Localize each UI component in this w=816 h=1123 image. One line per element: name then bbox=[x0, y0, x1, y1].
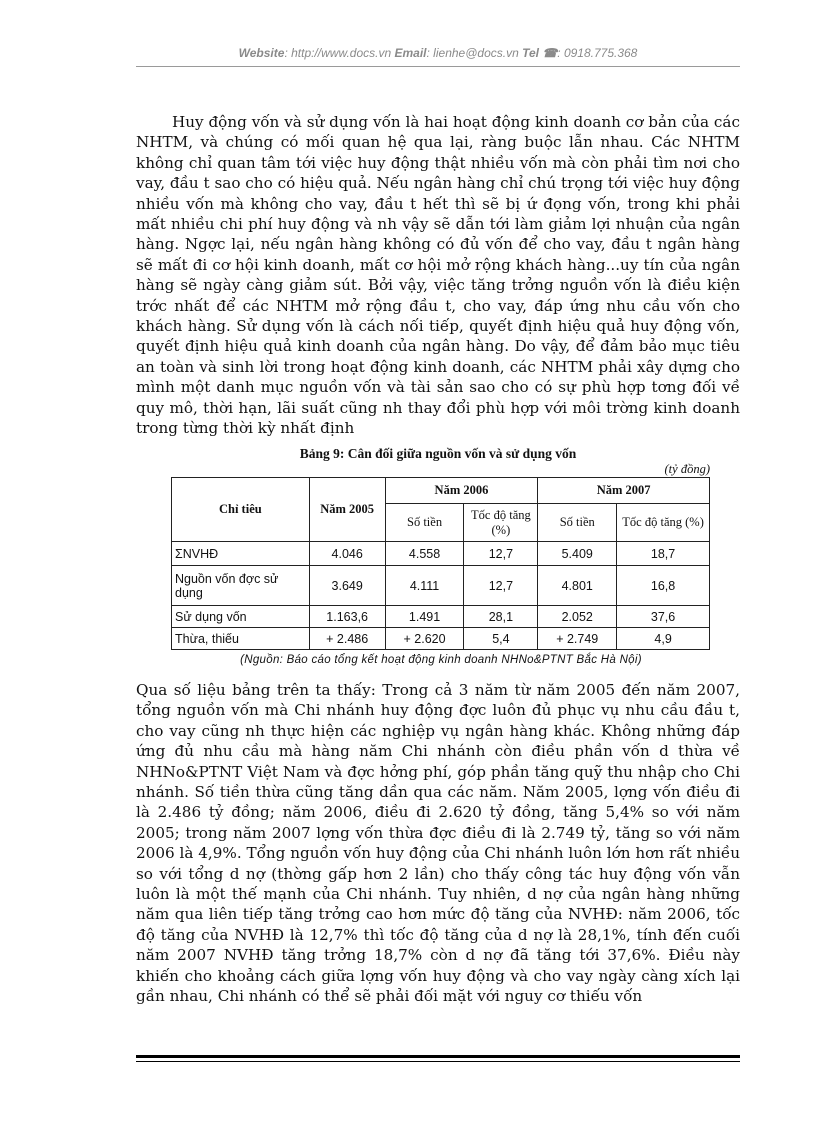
cell-2005: + 2.486 bbox=[309, 628, 385, 650]
table-row bbox=[172, 628, 710, 650]
cell-2007-amount: + 2.749 bbox=[538, 628, 617, 650]
cell-2007-amount: 5.409 bbox=[538, 542, 617, 566]
cell-2006-growth: 28,1 bbox=[464, 606, 538, 628]
cell-2005: 3.649 bbox=[309, 566, 385, 606]
paragraph-2: Qua số liệu bảng trên ta thấy: Trong cả 3 năm từ năm 2005 đến năm 2007, tổng nguồn vốn mà Chi nhánh huy động đợc luôn đủ phục vụ nhu cầu đầu t, cho vay cũng nh thực hiện các nghiệp vụ ngân hàng khác. Không những đáp ứng đủ nhu cầu mà hàng năm Chi nhánh còn điều phần vốn d thừa về NHNo&PTNT Việt Nam và đợc hởng phí, góp phần tăng quỹ thu nhập cho Chi nhánh. Số tiền thừa cũng tăng dần qua các năm. Năm 2005, lợng vốn điều đi là 2.486 tỷ đồng; năm 2006, điều đi 2.620 tỷ đồng, tăng 5,4% so với năm 2005; trong năm 2007 lợng vốn thừa đợc điều đi là 2.749 tỷ, tăng so với năm 2006 là 4,9%. Tổng nguồn vốn huy động của Chi nhánh luôn lớn hơn rất nhiều so với tổng d nợ (thờng gấp hơn 2 lần) cho thấy công tác huy động vốn vẫn luôn là một thế mạnh của Chi nhánh. Tuy nhiên, d nợ của ngân hàng những năm qua liên tiếp tăng trởng cao hơn mức độ tăng của NVHĐ: năm 2006, tốc độ tăng của NVHĐ là 12,7% thì tốc độ tăng của d nợ là 28,1%, tính đến cuối năm 2007 NVHĐ tăng trởng 18,7% còn d nợ đã tăng tới 37,6%. Điều này khiến cho khoảng cách giữa lợng vốn huy động và cho vay ngày càng xích lại gần nhau, Chi nhánh có thể sẽ phải đối mặt với nguy cơ thiếu vốn bbox=[136, 681, 740, 1006]
table-unit: (tỷ đồng) bbox=[664, 462, 710, 476]
header-2006-growth: Tốc độ tăng (%) bbox=[464, 504, 538, 542]
header-divider bbox=[136, 66, 740, 67]
cell-2006-amount: 4.558 bbox=[385, 542, 464, 566]
cell-2006-amount: + 2.620 bbox=[385, 628, 464, 650]
cell-2007-growth: 18,7 bbox=[617, 542, 710, 566]
cell-2006-growth: 5,4 bbox=[464, 628, 538, 650]
footer-divider-thin bbox=[136, 1061, 740, 1062]
header-2006-amount: Số tiền bbox=[385, 504, 464, 542]
email-label: Email bbox=[394, 46, 427, 60]
cell-2007-amount: 2.052 bbox=[538, 606, 617, 628]
header-2007-amount: Số tiền bbox=[538, 504, 617, 542]
header-year-2007: Năm 2007 bbox=[538, 478, 710, 504]
row-label: Thừa, thiếu bbox=[172, 628, 310, 650]
cell-2007-growth: 16,8 bbox=[617, 566, 710, 606]
row-label: Nguồn vốn đợc sử dụng bbox=[172, 566, 310, 606]
header-2007-growth: Tốc độ tăng (%) bbox=[617, 504, 710, 542]
cell-2006-amount: 4.111 bbox=[385, 566, 464, 606]
table-row bbox=[172, 606, 710, 628]
page-header bbox=[136, 46, 740, 60]
cell-2005: 4.046 bbox=[309, 542, 385, 566]
balance-table bbox=[171, 477, 710, 650]
cell-2006-growth: 12,7 bbox=[464, 542, 538, 566]
footer-divider-thick bbox=[136, 1055, 740, 1058]
header-year-2005: Năm 2005 bbox=[309, 478, 385, 542]
row-label: Sử dụng vốn bbox=[172, 606, 310, 628]
cell-2007-amount: 4.801 bbox=[538, 566, 617, 606]
table-source: (Nguồn: Báo cáo tổng kết hoạt động kinh doanh NHNo&PTNT Bắc Hà Nội) bbox=[240, 654, 642, 666]
cell-2006-amount: 1.491 bbox=[385, 606, 464, 628]
website-value: : http://www.docs.vn bbox=[284, 46, 392, 60]
table-row bbox=[172, 542, 710, 566]
tel-value: : 0918.775.368 bbox=[557, 46, 638, 60]
table-title: Bảng 9: Cân đối giữa nguồn vốn và sử dụng vốn bbox=[299, 446, 577, 461]
header-year-2006: Năm 2006 bbox=[385, 478, 538, 504]
cell-2007-growth: 4,9 bbox=[617, 628, 710, 650]
row-label: ΣNVHĐ bbox=[172, 542, 310, 566]
cell-2005: 1.163,6 bbox=[309, 606, 385, 628]
email-value: : lienhe@docs.vn bbox=[426, 46, 519, 60]
cell-2006-growth: 12,7 bbox=[464, 566, 538, 606]
tel-label: Tel ☎ bbox=[522, 46, 558, 60]
table-row bbox=[172, 566, 710, 606]
header-indicator: Chỉ tiêu bbox=[172, 478, 310, 542]
paragraph-1: Huy động vốn và sử dụng vốn là hai hoạt động kinh doanh cơ bản của các NHTM, và chúng có mối quan hệ qua lại, ràng buộc lẫn nhau. Các NHTM không chỉ quan tâm tới việc huy động thật nhiều vốn mà còn phải tìm nơi cho vay, đầu t sao cho có hiệu quả. Nếu ngân hàng chỉ chú trọng tới việc huy động nhiều vốn mà không cho vay, đầu t hết thì sẽ bị ứ đọng vốn, trong khi phải mất nhiều chi phí huy động và nh vậy sẽ dẫn tới làm giảm lợi nhuận của ngân hàng. Ngợc lại, nếu ngân hàng không có đủ vốn để cho vay, đầu t ngân hàng sẽ mất đi cơ hội kinh doanh, mất cơ hội mở rộng khách hàng...uy tín của ngân hàng sẽ ngày càng giảm sút. Bởi vậy, việc tăng trởng nguồn vốn là điều kiện trớc nhất để các NHTM mở rộng đầu t, cho vay, đáp ứng nhu cầu vốn cho khách hàng. Sử dụng vốn là cách nối tiếp, quyết định hiệu quả huy động vốn, quyết định hiệu quả kinh doanh của ngân hàng. Do vậy, để đảm bảo mục tiêu an toàn và sinh lời trong hoạt động kinh doanh, các NHTM phải xây dựng cho mình một danh mục nguồn vốn và tài sản sao cho có sự phù hợp tơng đối về quy mô, thời hạn, lãi suất cũng nh thay đổi phù hợp với môi trờng kinh doanh trong từng thời kỳ nhất định bbox=[136, 113, 740, 438]
website-label: Website bbox=[238, 46, 285, 60]
cell-2007-growth: 37,6 bbox=[617, 606, 710, 628]
